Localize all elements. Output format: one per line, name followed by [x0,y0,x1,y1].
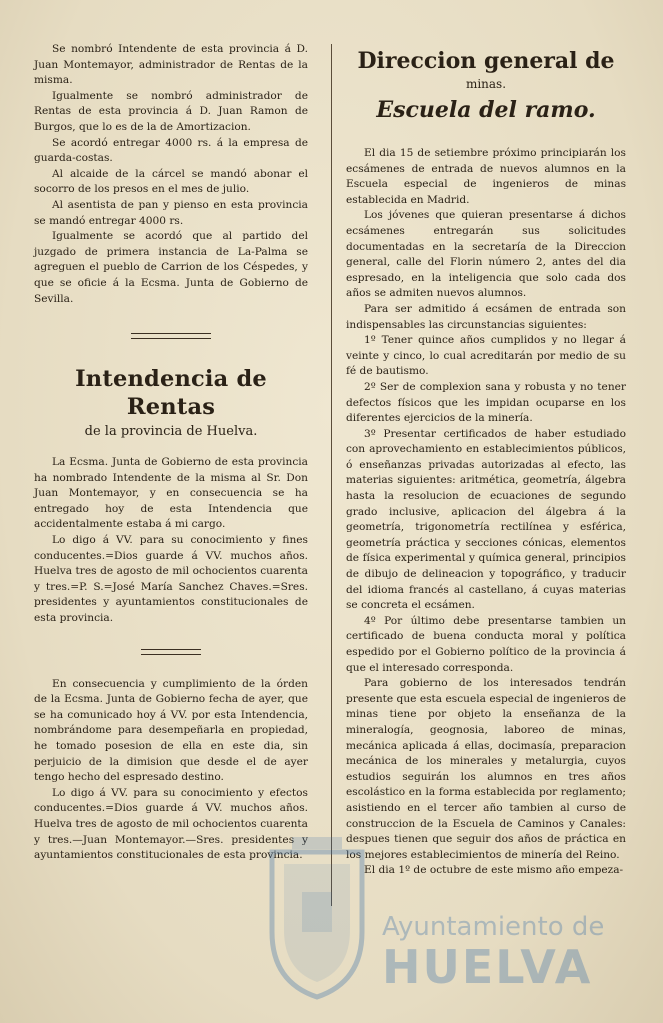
paragraph: En consecuencia y cumplimiento de la órden de la Ecsma. Junta de Gobierno fecha de ayer, que se ha comunicado hoy á VV. por esta Intendencia, nombrándome para desempeñarla en propiedad, he tomado posesion de ella en este dia, sin perjuicio de la dimision que desde el de ayer tengo hecho del espresado destino. [34,677,308,784]
watermark-line2: HUELVA [382,940,593,994]
section-heading: Direccion general de [357,48,615,74]
paragraph: El dia 15 de setiembre próximo principiarán los ecsámenes de entrada de nuevos alumnos en la Escuela especial de ingenieros de minas establecida en Madrid. [346,147,626,206]
paragraph: 1º Tener quince años cumplidos y no llegar á veinte y cinco, lo cual acreditarán por medio de su fé de bautismo. [346,334,626,378]
section-heading-continuation: minas. [465,77,507,91]
section-subheading: de la provincia de Huelva. [84,424,258,440]
paragraph: La Ecsma. Junta de Gobierno de esta provincia ha nombrado Intendente de la misma al Sr. Don Juan Montemayor, y en consecuencia se ha entregado hoy de esta Intendencia que accidentalmente estaba á mi cargo. [34,456,308,531]
paragraph: El dia 1º de octubre de este mismo año empeza- [364,864,624,877]
paragraph: 4º Por último debe presentarse tambien un certificado de buena conducta moral y política espedido por el Gobierno político de la provincia á que el interesado corresponda. [346,614,626,674]
paragraph: Los jóvenes que quieran presentarse á dichos ecsámenes entregarán sus solicitudes documentadas en la secretaría de la Direccion general, calle del Florin número 2, antes del dia espresado, en la inteligencia que solo cada dos años se admiten nuevos alumnos. [346,209,626,300]
paragraph: Al alcaide de la cárcel se mandó abonar el socorro de los presos en el mes de julio. [34,167,308,196]
paragraph: 2º Ser de complexion sana y robusta y no tener defectos físicos que les impidan ocuparse en los diferentes ejercicios de la minería. [346,380,626,425]
section-divider [141,649,201,655]
paragraph: Se nombró Intendente de esta provincia á D. Juan Montemayor, administrador de Rentas de la misma. [34,43,308,87]
section-divider [131,333,211,339]
paragraph: Igualmente se acordó que al partido del juzgado de primera instancia de La-Palma se agreguen el pueblo de Carrion de los Céspedes, y que se oficie á la Ecsma. Junta de Gobierno de Sevilla. [34,230,308,305]
paragraph: 3º Presentar certificados de haber estudiado con aprovechamiento en establecimientos públicos, ó enseñanzas privadas autorizadas al efecto, las materias siguientes: aritmética, geometría, álgebra hasta la resolucion de ecuaciones de segundo grado inclusive, aplicacion del álgebra á la geometría, trigonometría rectilínea y esférica, geometría práctica y secciones cónicas, elementos de física experimental y química general, principios de dibujo de delineacion y topográfico, y traducir del idioma francés al castellano, á cuyas materias se concreta el ecsámen. [346,427,626,612]
paragraph: Lo digo á VV. para su conocimiento y fines conducentes.=Dios guarde á VV. muchos años. Huelva tres de agosto de mil ochocientos cuarenta y tres.=P. S.=José María Sanchez Chaves.=Sres. presidentes y ayuntamientos constitucionales de esta provincia. [34,534,308,625]
paragraph: Igualmente se nombró administrador de Rentas de esta provincia á D. Juan Ramon de Burgos, que lo es de la de Amortizacion. [34,89,308,133]
column-rule [331,44,332,906]
section-heading: Intendencia de Rentas [75,366,267,421]
left-column [34,42,308,864]
paragraph: Para ser admitido á ecsámen de entrada son indispensables las circunstancias siguientes: [346,302,626,331]
paragraph: Lo digo á VV. para su conocimiento y efectos conducentes.=Dios guarde á VV. muchos años. Huelva tres de agosto de mil ochocientos cuarenta y tres.—Juan Montemayor.—Sres. presidentes y ayuntamientos constitucionales de esta provincia. [34,786,308,862]
section-subheading: Escuela del ramo. [376,97,596,123]
right-column [346,48,626,879]
paragraph: Se acordó entregar 4000 rs. á la empresa de guarda-costas. [34,136,308,165]
paragraph: Para gobierno de los interesados tendrán presente que esta escuela especial de ingenieros de minas tiene por objeto la enseñanza de la mineralogía, geognosia, laboreo de minas, mecánica aplicada á ellas, docimasía, preparacion mecánica de los minerales y metalurgia, cuyos estudios seguirán los alumnos en tres años escolástico en la forma establecida por reglamento; asistiendo en el tercer año tambien al curso de construccion de la Escuela de Caminos y Canales: despues tienen que seguir dos años de práctica en los mejores establecimientos de minería del Reino. [346,677,626,861]
watermark-line1: Ayuntamiento de [382,912,605,942]
paragraph: Al asentista de pan y pienso en esta provincia se mandó entregar 4000 rs. [34,198,308,227]
